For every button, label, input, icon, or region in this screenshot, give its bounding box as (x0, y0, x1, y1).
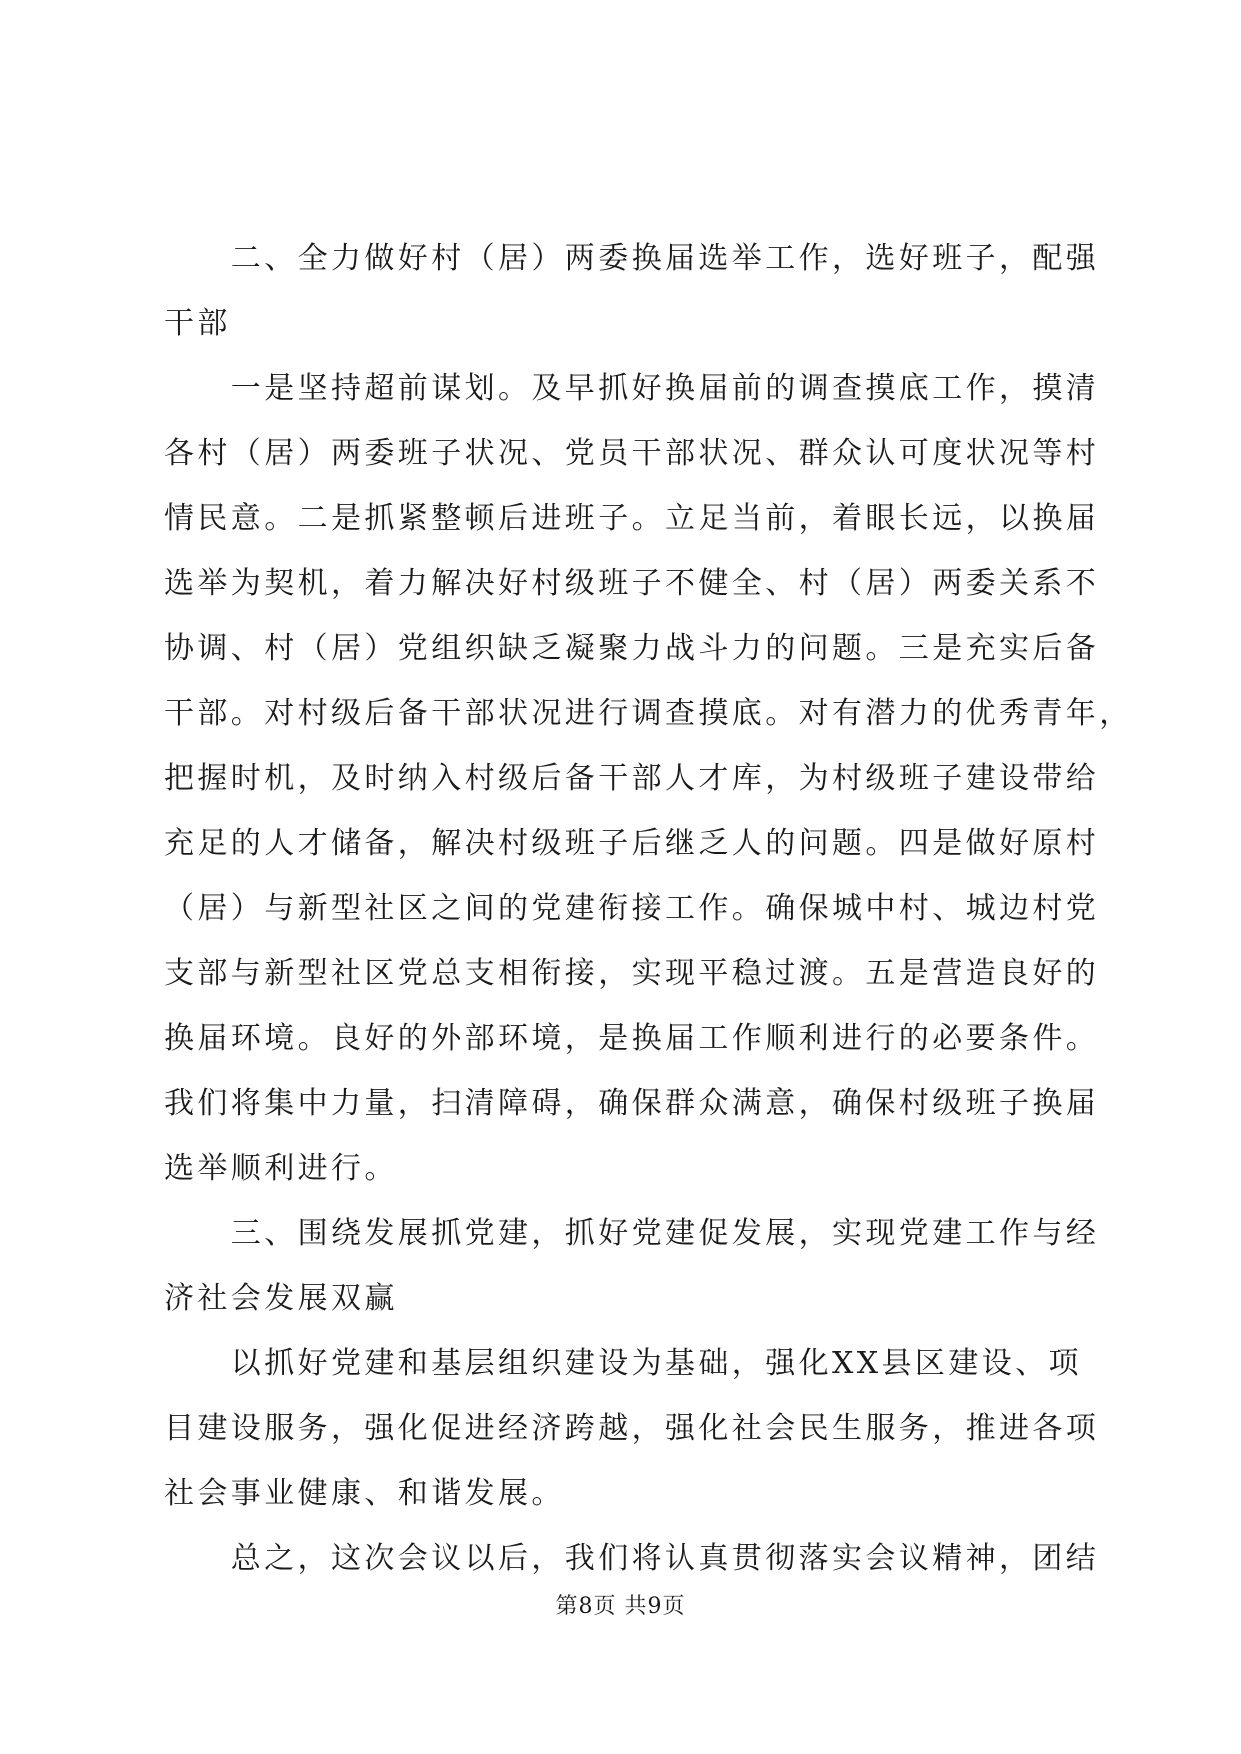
paragraph-line: 情民意。二是抓紧整顿后进班子。立足当前，着眼长远，以换届 (164, 501, 1100, 536)
paragraph-line: 充足的人才储备，解决村级班子后继乏人的问题。四是做好原村 (164, 826, 1100, 861)
paragraph-line: 协调、村（居）党组织缺乏凝聚力战斗力的问题。三是充实后备 (164, 631, 1100, 666)
paragraph-line: 总之，这次会议以后，我们将认真贯彻落实会议精神，团结 (164, 1541, 1100, 1576)
paragraph-line: 支部与新型社区党总支相衔接，实现平稳过渡。五是营造良好的 (164, 956, 1100, 991)
paragraph-line: 以抓好党建和基层组织建设为基础，强化XX县区建设、项 (164, 1346, 1082, 1381)
paragraph-line: 目建设服务，强化促进经济跨越，强化社会民生服务，推进各项 (164, 1411, 1100, 1446)
paragraph-line: 换届环境。良好的外部环境，是换届工作顺利进行的必要条件。 (164, 1021, 1100, 1056)
paragraph-line: 社会事业健康、和谐发展。 (164, 1476, 565, 1511)
paragraph-line: （居）与新型社区之间的党建衔接工作。确保城中村、城边村党 (164, 891, 1100, 926)
paragraph-line: 选举顺利进行。 (164, 1151, 398, 1186)
heading-section-3-cont: 济社会发展双赢 (164, 1281, 398, 1316)
paragraph-line: 我们将集中力量，扫清障碍，确保群众满意，确保村级班子换届 (164, 1086, 1100, 1121)
heading-section-2-cont: 干部 (164, 306, 231, 341)
page-number-footer: 第8页 共9页 (555, 1594, 686, 1619)
heading-section-3: 三、围绕发展抓党建，抓好党建促发展，实现党建工作与经 (164, 1216, 1100, 1251)
paragraph-line: 各村（居）两委班子状况、党员干部状况、群众认可度状况等村 (164, 436, 1100, 471)
paragraph-line: 把握时机，及时纳入村级后备干部人才库，为村级班子建设带给 (164, 761, 1100, 796)
body-text (164, 226, 1133, 1591)
paragraph-line: 干部。对村级后备干部状况进行调查摸底。对有潜力的优秀青年， (164, 696, 1133, 731)
paragraph-line: 一是坚持超前谋划。及早抓好换届前的调查摸底工作，摸清 (164, 371, 1100, 406)
paragraph-line: 选举为契机，着力解决好村级班子不健全、村（居）两委关系不 (164, 566, 1100, 601)
heading-section-2: 二、全力做好村（居）两委换届选举工作，选好班子，配强 (164, 241, 1100, 276)
